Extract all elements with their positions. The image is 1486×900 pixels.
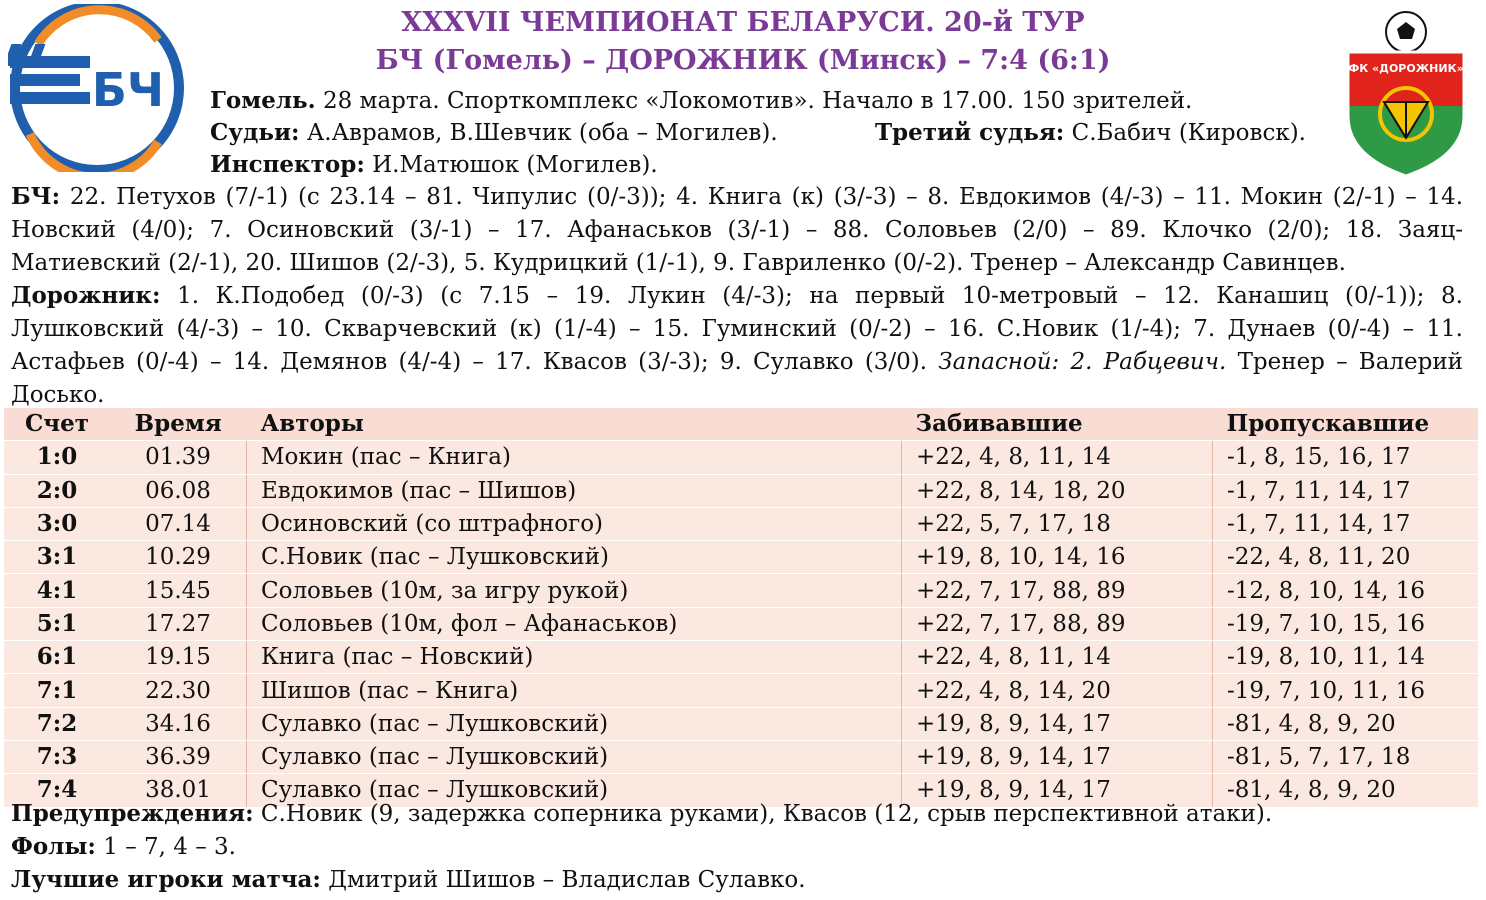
goal-authors: Сулавко (пас – Лушковский) [247,707,902,740]
away-lineup-label: Дорожник: [11,282,161,309]
goal-scorers: +19, 8, 9, 14, 17 [902,707,1213,740]
goal-authors: Мокин (пас – Книга) [247,441,902,474]
goal-score: 7:3 [4,740,110,773]
goal-scorers: +22, 4, 8, 11, 14 [902,641,1213,674]
goal-conceded: -19, 7, 10, 11, 16 [1213,674,1479,707]
goal-conceded: -1, 8, 15, 16, 17 [1213,441,1479,474]
venue-label: Гомель. [210,87,316,114]
inspector-text: И.Матюшок (Могилев). [372,152,658,178]
goal-authors: С.Новик (пас – Лушковский) [247,541,902,574]
table-row [4,507,1478,540]
table-row [4,574,1478,607]
goal-conceded: -81, 4, 8, 9, 20 [1213,707,1479,740]
goal-time: 38.01 [110,774,247,807]
goal-time: 15.45 [110,574,247,607]
goal-authors: Соловьев (10м, фол – Афанаськов) [247,607,902,640]
goal-scorers: +19, 8, 9, 14, 17 [902,774,1213,807]
col-authors: Авторы [247,408,902,441]
table-row [4,674,1478,707]
inspector-label: Инспектор: [210,151,365,178]
goal-time: 17.27 [110,607,247,640]
goal-conceded: -22, 4, 8, 11, 20 [1213,541,1479,574]
goal-score: 5:1 [4,607,110,640]
away-lineup [11,279,1463,412]
goal-authors: Сулавко (пас – Лушковский) [247,740,902,773]
goal-score: 7:2 [4,707,110,740]
goal-score: 2:0 [4,474,110,507]
goal-time: 07.14 [110,507,247,540]
table-row [4,740,1478,773]
goals-table [4,408,1478,808]
goal-time: 01.39 [110,441,247,474]
table-row [4,441,1478,474]
warnings-text: С.Новик (9, задержка соперника руками), Квасов (12, срыв перспективной атаки). [260,801,1273,827]
goal-conceded: -19, 8, 10, 11, 14 [1213,641,1479,674]
goal-time: 06.08 [110,474,247,507]
goal-scorers: +22, 4, 8, 14, 20 [902,674,1213,707]
goal-score: 6:1 [4,641,110,674]
goal-score: 7:4 [4,774,110,807]
table-row [4,474,1478,507]
table-row [4,641,1478,674]
goal-authors: Соловьев (10м, за игру рукой) [247,574,902,607]
goal-time: 22.30 [110,674,247,707]
goal-time: 34.16 [110,707,247,740]
goal-score: 7:1 [4,674,110,707]
venue-line [210,84,1192,118]
goal-time: 10.29 [110,541,247,574]
dorozhnik-logo-text: ФК «ДОРОЖНИК» [1348,62,1464,75]
inspector-line [210,148,658,182]
warnings-label: Предупреждения: [11,800,254,827]
goal-scorers: +19, 8, 10, 14, 16 [902,541,1213,574]
goal-authors: Сулавко (пас – Лушковский) [247,774,902,807]
goal-score: 1:0 [4,441,110,474]
away-subs: Запасной: 2. Рабцевич. [938,349,1227,375]
goal-score: 4:1 [4,574,110,607]
away-lineup-text: 1. К.Подобед (0/-3) (с 7.15 – 19. Лукин (4/-3); на первый 10-метровый – 12. Канашиц (0/-1)); 8. Лушковский (4/-3) – 10. Скварчевский (к) (1/-4) – 15. Гуминский (0/-2) – 16. С.Новик (1/-4); 7. Дунаев (0/-4) – 11. Астафьев (0/-4) – 14. Демянов (4/-4) – 17. Квасов (3/-3); 9. Сулавко (3/0). [11,283,1463,375]
goals-table-header [4,408,1478,441]
bch-logo-text: БЧ [91,63,165,117]
goal-conceded: -19, 7, 10, 15, 16 [1213,607,1479,640]
goal-score: 3:1 [4,541,110,574]
col-score: Счет [4,408,110,441]
best-players-line [11,863,806,897]
page-title: XXXVII ЧЕМПИОНАТ БЕЛАРУСИ. 20-й ТУР [401,7,1085,38]
fouls-text: 1 – 7, 4 – 3. [103,834,236,860]
away-coach: Тренер – Валерий Досько. [11,349,1464,408]
best-players-label: Лучшие игроки матча: [11,866,321,893]
home-lineup [11,180,1463,280]
goal-scorers: +22, 8, 14, 18, 20 [902,474,1213,507]
goal-score: 3:0 [4,507,110,540]
goal-conceded: -1, 7, 11, 14, 17 [1213,474,1479,507]
col-scorers: Забивавшие [902,408,1213,441]
referees-text: А.Аврамов, В.Шевчик (оба – Могилев). [306,120,778,146]
venue-text: 28 марта. Спорткомплекс «Локомотив». Начало в 17.00. 150 зрителей. [322,88,1193,114]
goal-authors: Осиновский (со штрафного) [247,507,902,540]
col-conceded: Пропускавшие [1213,408,1479,441]
fouls-line [11,830,236,864]
match-title: БЧ (Гомель) – ДОРОЖНИК (Минск) – 7:4 (6:1) [375,45,1111,76]
goal-time: 19.15 [110,641,247,674]
best-players-text: Дмитрий Шишов – Владислав Сулавко. [328,867,806,893]
referees-label: Судьи: [210,119,300,146]
goal-scorers: +22, 5, 7, 17, 18 [902,507,1213,540]
fouls-label: Фолы: [11,833,96,860]
home-lineup-label: БЧ: [11,183,61,210]
goal-conceded: -1, 7, 11, 14, 17 [1213,507,1479,540]
goal-authors: Книга (пас – Новский) [247,641,902,674]
goal-scorers: +22, 4, 8, 11, 14 [902,441,1213,474]
third-referee-text: С.Бабич (Кировск). [1071,120,1306,146]
goal-authors: Шишов (пас – Книга) [247,674,902,707]
goal-scorers: +22, 7, 17, 88, 89 [902,574,1213,607]
table-row [4,541,1478,574]
goal-time: 36.39 [110,740,247,773]
third-referee-label: Третий судья: [874,119,1065,146]
goal-conceded: -12, 8, 10, 14, 16 [1213,574,1479,607]
col-time: Время [110,408,247,441]
goal-conceded: -81, 4, 8, 9, 20 [1213,774,1479,807]
table-row [4,707,1478,740]
referees-line [210,116,1306,150]
goal-conceded: -81, 5, 7, 17, 18 [1213,740,1479,773]
home-lineup-text: 22. Петухов (7/-1) (с 23.14 – 81. Чипулис (0/-3)); 4. Книга (к) (3/-3) – 8. Евдокимов (4/-3) – 11. Мокин (2/-1) – 14. Новский (4/0); 7. Осиновский (3/-1) – 17. Афанаськов (3/-1) – 88. Соловьев (2/0) – 89. Клочко (2/0); 18. Заяц-Матиевский (2/-1), 20. Шишов (2/-3), 5. Кудрицкий (1/-1), 9. Гавриленко (0/-2). Тренер – Александр Савинцев. [11,184,1464,276]
table-row [4,607,1478,640]
goal-scorers: +19, 8, 9, 14, 17 [902,740,1213,773]
goal-scorers: +22, 7, 17, 88, 89 [902,607,1213,640]
goal-authors: Евдокимов (пас – Шишов) [247,474,902,507]
warnings-line [11,797,1272,831]
